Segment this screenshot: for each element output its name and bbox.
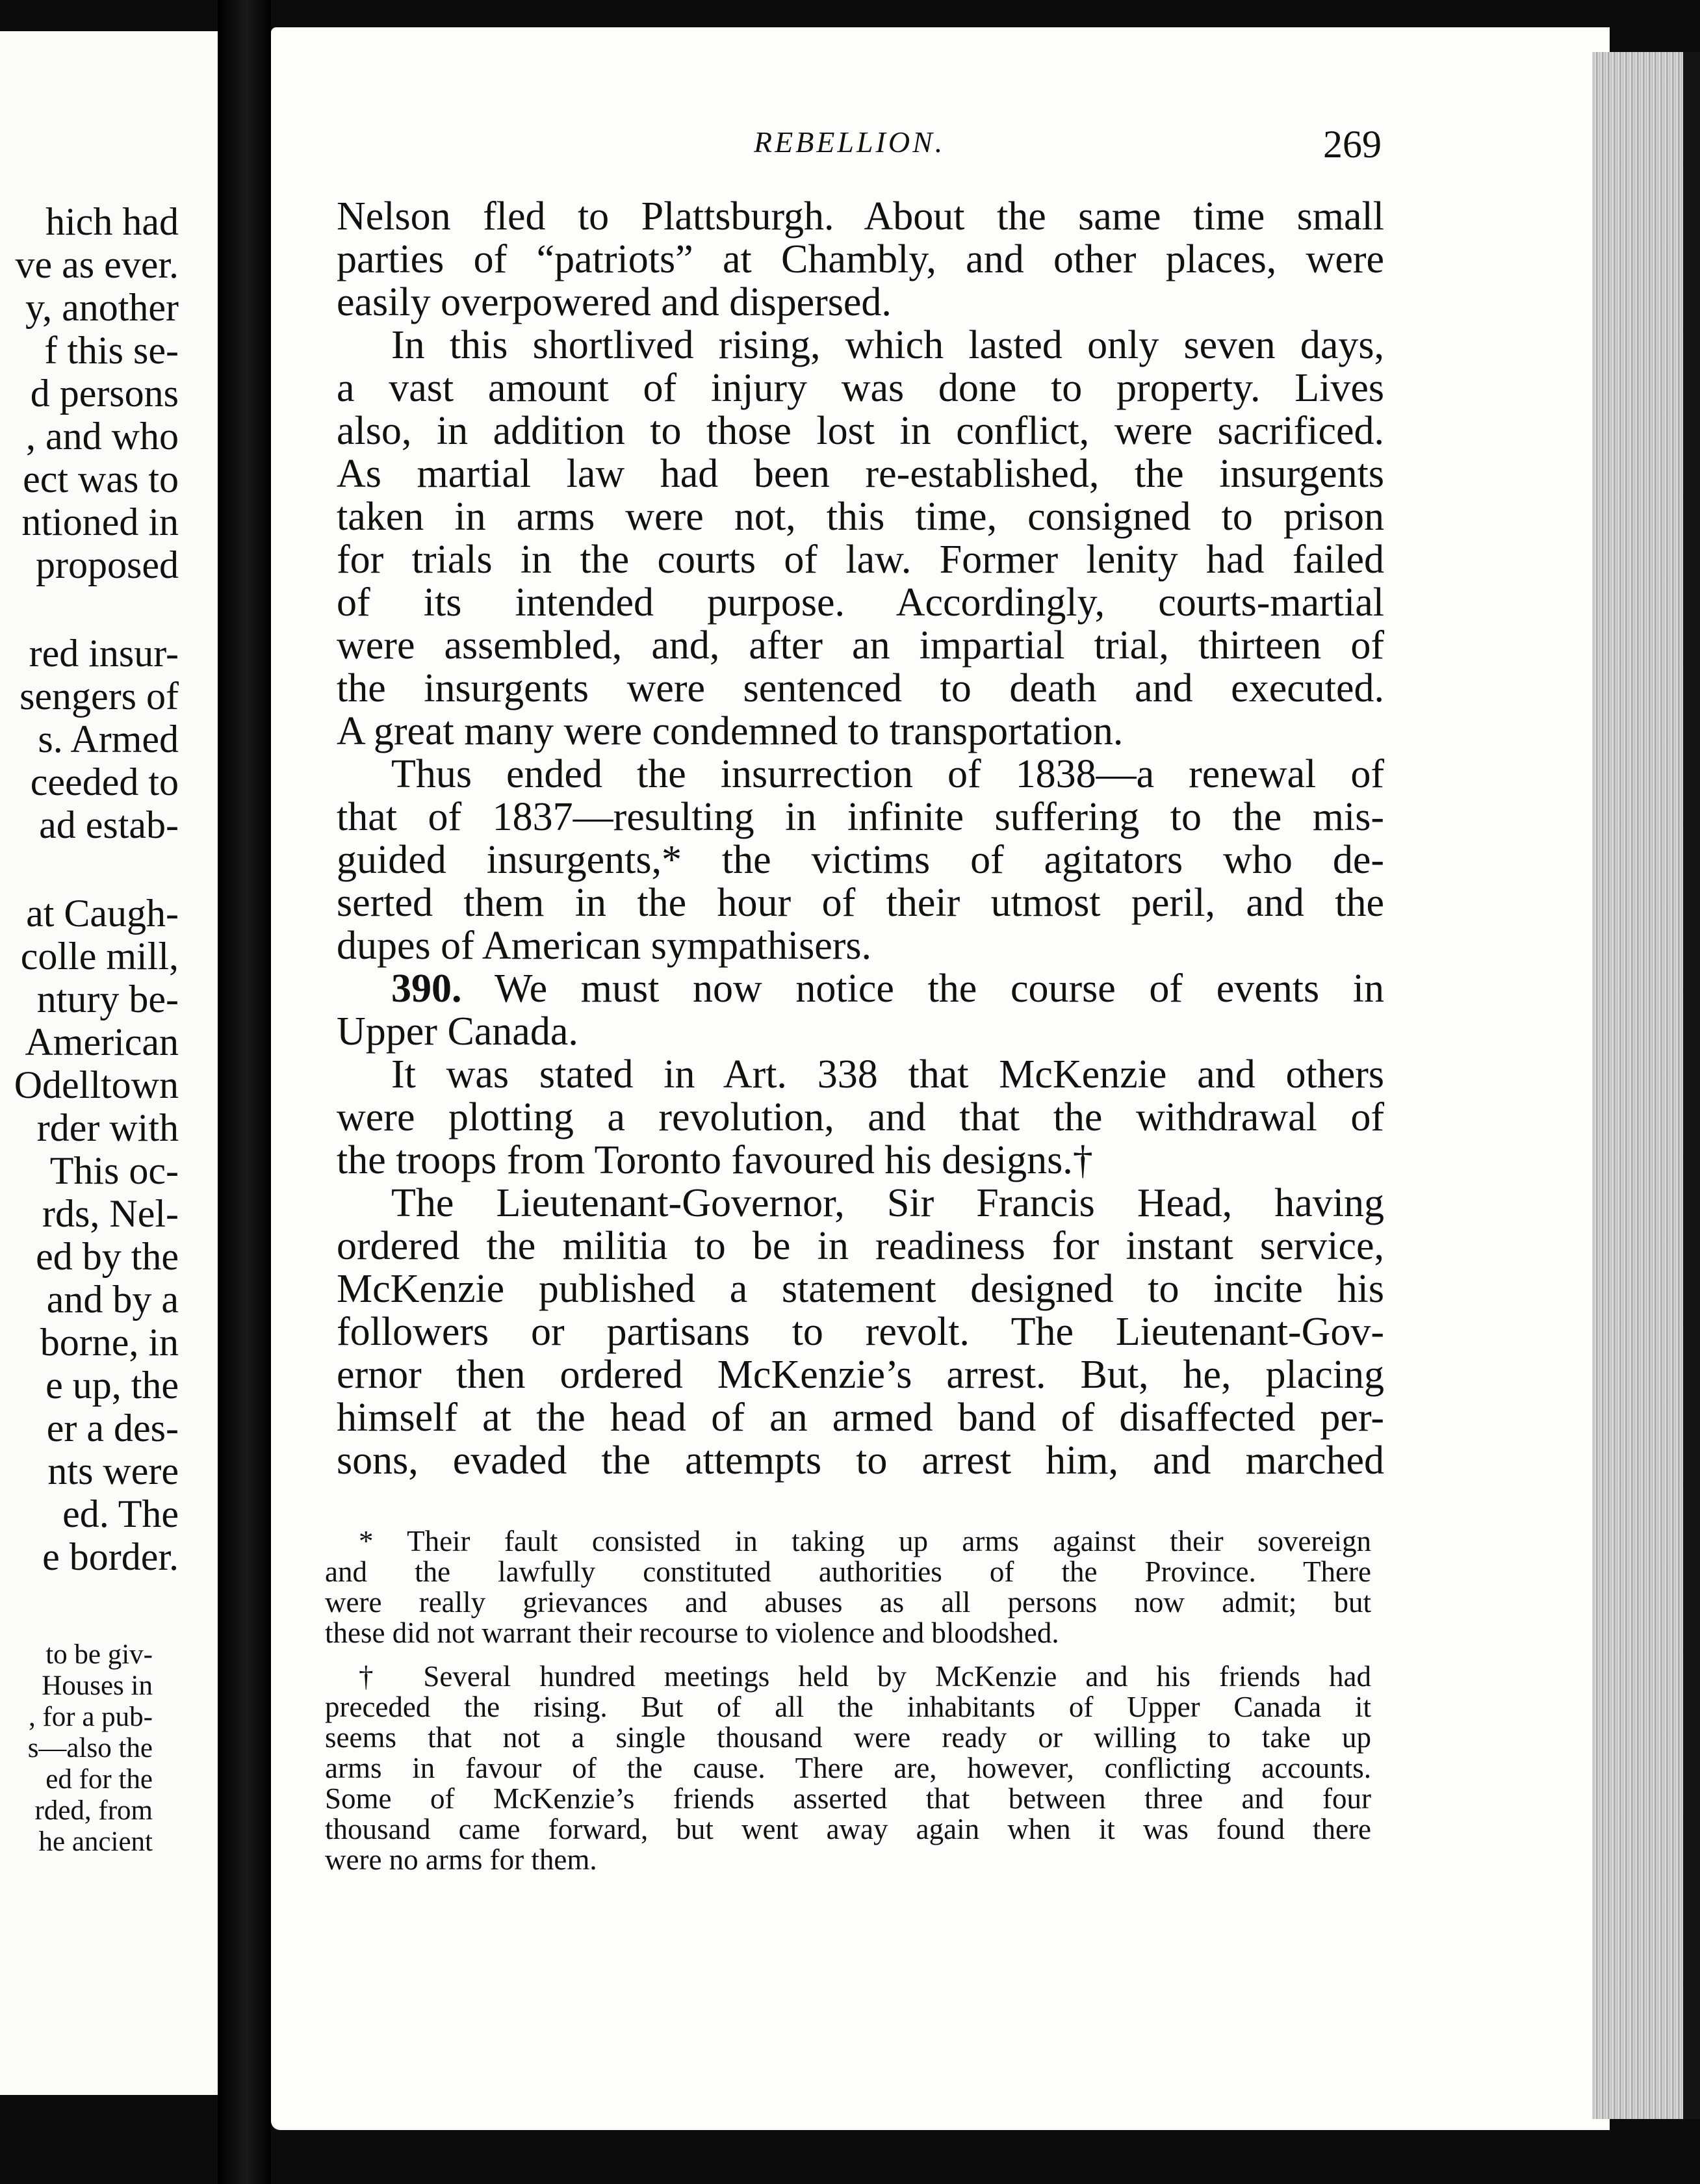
left-page-line: proposed [36,543,179,586]
left-page-line: y, another [25,286,179,329]
page-edges-shadow [1683,52,1700,2119]
text-fragment: We must now notice the course of events in [495,967,1385,1011]
text-line: Nelson fled to Plattsburgh. About the same time small [337,194,1384,239]
left-page-line: ed by the [36,1235,179,1278]
text-line: himself at the head of an armed band of disaffected per- [337,1396,1384,1440]
left-page-line: ntury be- [36,978,179,1020]
footnote-line: arms in favour of the cause. There are, however, conflicting accounts. [325,1752,1371,1784]
book-gutter [218,0,271,2184]
text-line: taken in arms were not, this time, consigned to prison [337,495,1384,539]
left-page-line: nts were [47,1450,179,1492]
left-page-line: sengers of [19,675,179,718]
text-line: As martial law had been re-established, the insurgents [337,452,1384,496]
left-page-line: colle mill, [20,935,179,978]
text-line: Thus ended the insurrection of 1838—a renewal of [391,752,1384,796]
running-header: REBELLION. [754,125,946,159]
left-page-footnote-line: , for a pub- [28,1702,153,1732]
footnote-line: were no arms for them. [325,1843,597,1876]
left-page-footnote-line: s—also the [27,1733,153,1763]
left-page-line: f this se- [44,329,179,372]
footnote-line: thousand came forward, but went away again when it was found there [325,1813,1371,1845]
page-edges [1592,52,1683,2119]
left-page-footnote-line: rded, from [34,1795,153,1826]
footnote-line: Some of McKenzie’s friends asserted that between three and four [325,1782,1371,1815]
left-page-line: This oc- [49,1149,179,1192]
footnote-line: these did not warrant their recourse to violence and bloodshed. [325,1617,1059,1649]
left-page-line: at Caugh- [26,892,179,935]
footnotes [325,1526,1371,1875]
text-line: dupes of American sympathisers. [337,924,872,968]
left-page-footnote-line: he ancient [38,1826,153,1857]
left-page-line: e border. [42,1535,179,1578]
footnote-line: and the lawfully constituted authorities of the Province. There [325,1555,1371,1588]
text-line: A great many were condemned to transportation. [337,709,1124,753]
left-page-footnote-line: ed for the [45,1764,153,1795]
left-page-line: Odelltown [14,1063,179,1106]
footnote-line: * Their fault consisted in taking up arms against their sovereign [359,1525,1371,1557]
text-line: the insurgents were sentenced to death and executed. [337,666,1384,710]
body-text [337,195,1384,1482]
left-page-line: borne, in [40,1321,179,1364]
left-page-fragment [0,31,218,2095]
left-page-line: er a des- [46,1407,179,1450]
text-line: In this shortlived rising, which lasted only seven days, [391,323,1384,367]
footnote-line: preceded the rising. But of all the inhabitants of Upper Canada it [325,1691,1371,1723]
text-line: The Lieutenant-Governor, Sir Francis Head, having [391,1181,1384,1225]
left-page-footnote-line: Houses in [42,1670,153,1701]
left-page-line: red insur- [29,632,179,675]
left-page-line: American [25,1020,179,1063]
left-page-line: ceeded to [30,760,179,803]
left-page-line: ect was to [23,458,179,500]
left-page-line: ed. The [62,1492,179,1535]
page-number: 269 [1323,123,1382,166]
text-line: serted them in the hour of their utmost peril, and the [337,881,1384,925]
left-page-line: hich had [45,200,179,243]
text-line: McKenzie published a statement designed to incite his [337,1267,1384,1311]
text-line: parties of “patriots” at Chambly, and other places, were [337,237,1384,281]
left-page-line: ve as ever. [15,243,179,286]
footnote-line: † Several hundred meetings held by McKenzie and his friends had [359,1660,1371,1693]
text-line: of its intended purpose. Accordingly, courts-martial [337,580,1384,625]
text-line: were plotting a revolution, and that the withdrawal of [337,1095,1384,1139]
footnote-line: were really grievances and abuses as all persons now admit; but [325,1586,1371,1618]
text-line: easily overpowered and dispersed. [337,280,892,324]
text-line: for trials in the courts of law. Former lenity had failed [337,538,1384,582]
left-page-line: s. Armed [38,718,179,760]
text-line: Upper Canada. [337,1009,578,1054]
text-line: sons, evaded the attempts to arrest him, and marched [337,1438,1384,1483]
text-line: also, in addition to those lost in conflict, were sacrificed. [337,409,1384,453]
left-page-line: , and who [26,415,179,458]
left-page-line: d persons [30,372,179,415]
left-page-footnote-line: to be giv- [45,1639,153,1670]
text-line: the troops from Toronto favoured his designs.† [337,1138,1093,1182]
left-page-line: ad estab- [39,803,179,846]
left-page-line: ntioned in [21,500,179,543]
left-page-line: rds, Nel- [42,1192,179,1235]
left-page-line: e up, the [45,1364,179,1407]
text-line: It was stated in Art. 338 that McKenzie and others [391,1052,1384,1097]
left-page-line: rder with [36,1106,179,1149]
text-line: ernor then ordered McKenzie’s arrest. But, he, placing [337,1353,1384,1397]
text-line: were assembled, and, after an impartial trial, thirteen of [337,623,1384,668]
text-line: followers or partisans to revolt. The Lieutenant-Gov- [337,1310,1384,1354]
text-line: ordered the militia to be in readiness for instant service, [337,1224,1384,1268]
text-line: guided insurgents,* the victims of agitators who de- [337,838,1384,882]
left-page-line: and by a [46,1278,179,1321]
section-number: 390. [391,967,462,1011]
footnote-line: seems that not a single thousand were ready or willing to take up [325,1721,1371,1754]
text-line: that of 1837—resulting in infinite suffering to the mis- [337,795,1384,839]
section-heading-line [337,967,1384,1010]
text-line: a vast amount of injury was done to property. Lives [337,366,1384,410]
